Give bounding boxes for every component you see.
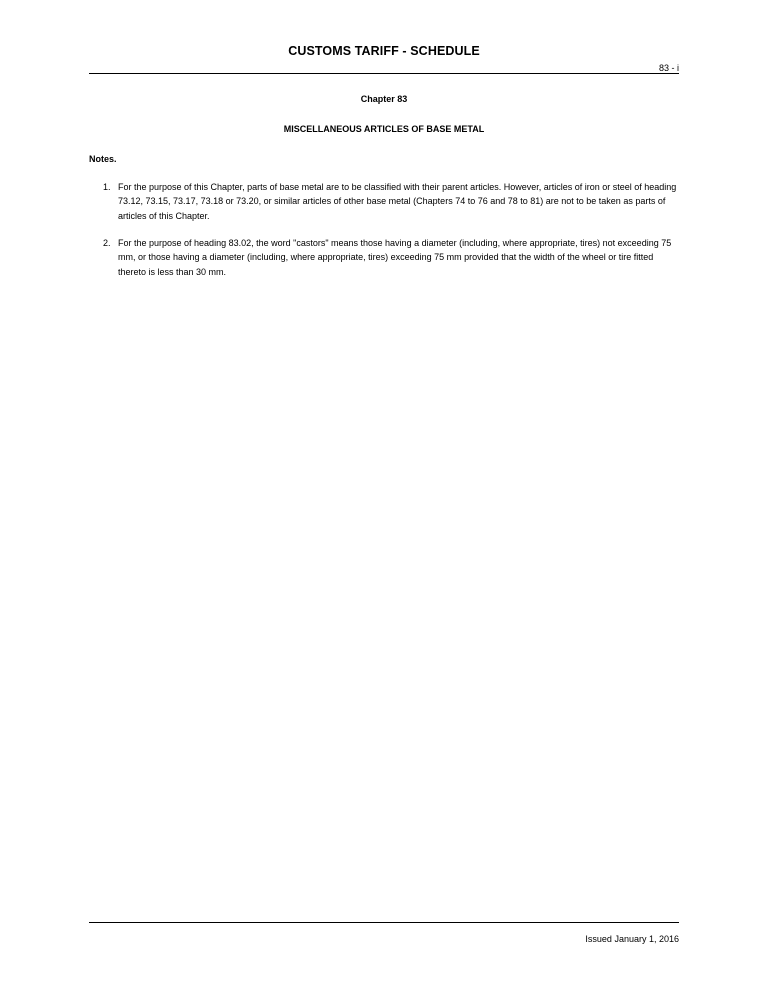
header-divider: [89, 73, 679, 74]
note-item: [89, 180, 681, 223]
document-header-title: CUSTOMS TARIFF - SCHEDULE: [288, 44, 480, 58]
notes-heading: Notes.: [89, 154, 117, 164]
note-number: 1.: [103, 182, 111, 192]
note-item: [89, 236, 681, 279]
page-number: 83 - i: [658, 63, 679, 73]
footer-divider: [89, 922, 679, 923]
note-text: For the purpose of this Chapter, parts of base metal are to be classified with their parent articles. However, articles of iron or steel of heading 73.12, 73.15, 73.17, 73.18 or 73.20, or similar articles of other base metal (Chapters 74 to 76 and 78 to 81) are not to be taken as parts of articles of this Chapter.: [118, 182, 677, 221]
issued-date: Issued January 1, 2016: [585, 934, 679, 944]
note-text: For the purpose of heading 83.02, the word "castors" means those having a diameter (including, where appropriate, tires) not exceeding 75 mm, or those having a diameter (including, where appropriate, tires) exceeding 75 mm provided that the width of the wheel or tire fitted thereto is less than 30 mm.: [118, 238, 672, 277]
chapter-subtitle: MISCELLANEOUS ARTICLES OF BASE METAL: [283, 124, 485, 134]
chapter-title: Chapter 83: [360, 94, 408, 104]
note-number: 2.: [103, 238, 111, 248]
